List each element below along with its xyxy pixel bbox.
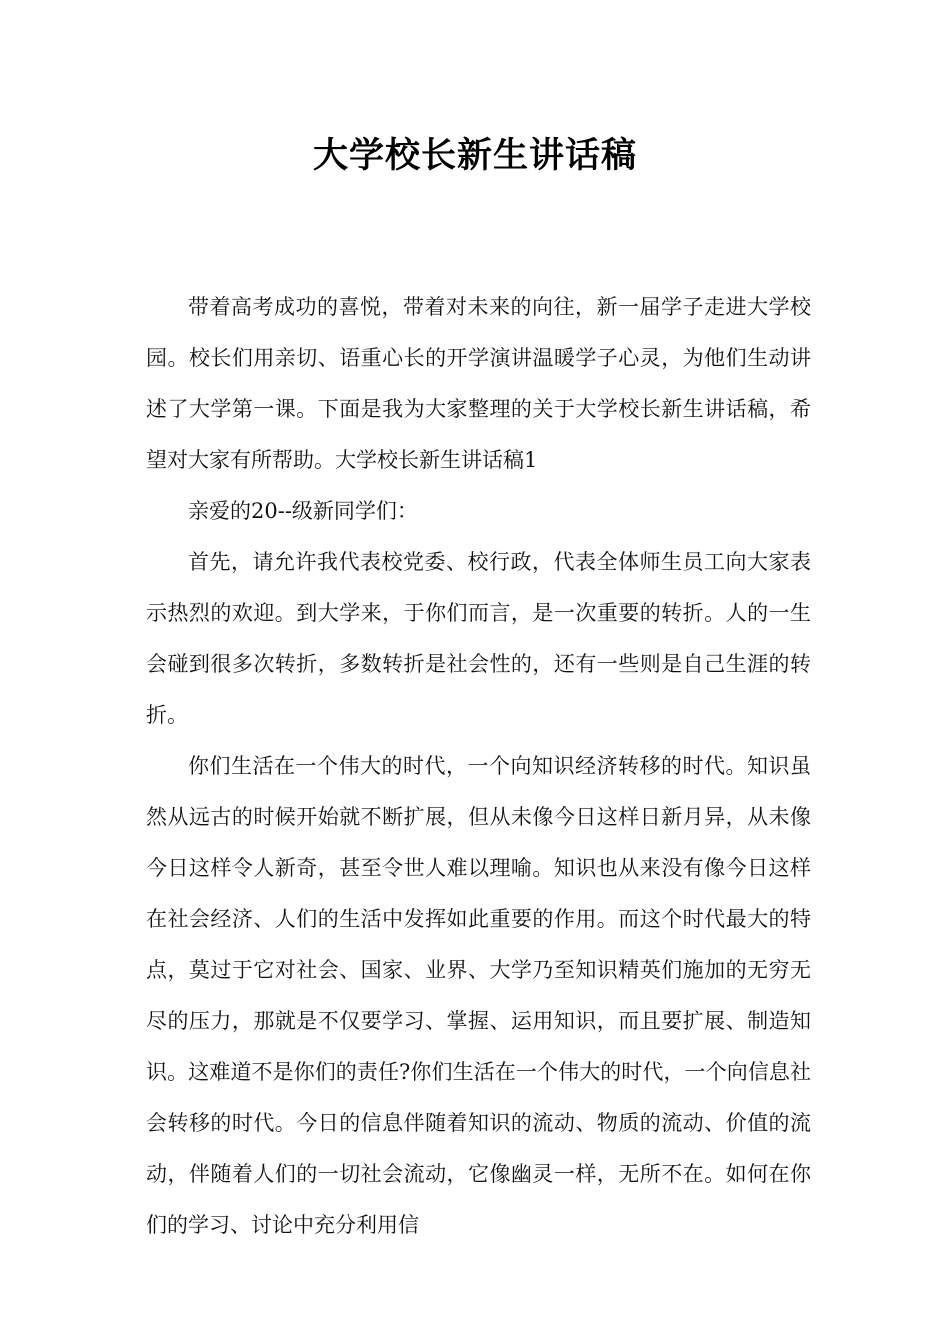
paragraph-greeting: 亲爱的20--级新同学们： [188, 499, 418, 523]
paragraph-era: 你们生活在一个伟大的时代，一个向知识经济转移的时代。知识虽然从远古的时候开始就不断扩展，但从未像今日这样日新月异，从未像今日这样令人新奇，甚至令世人难以理喻。知识也从来没有像今日这样在社会经济、人们的生活中发挥如此重要的作用。而这个时代最大的特点，莫过于它对社会、国家、业界、大学乃至知识精英们施加的无穷无尽的压力，那就是不仅要学习、掌握、运用知识，而且要扩展、制造知识。这难道不是你们的责任?你们生活在一个伟大的时代，一个向信息社会转移的时代。今日的信息伴随着知识的流动、物质的流动、价值的流动，伴随着人们的一切社会流动，它像幽灵一样，无所不在。如何在你们的学习、讨论中充分利用信 [146, 754, 811, 1237]
document-body [146, 282, 811, 1251]
paragraph-welcome: 首先，请允许我代表校党委、校行政，代表全体师生员工向大家表示热烈的欢迎。到大学来，于你们而言，是一次重要的转折。人的一生会碰到很多次转折，多数转折是社会性的，还有一些则是自己生涯的转折。 [146, 550, 811, 727]
document-title: 大学校长新生讲话稿 [312, 136, 637, 176]
paragraph-intro: 带着高考成功的喜悦，带着对未来的向往，新一届学子走进大学校园。校长们用亲切、语重心长的开学演讲温暖学子心灵，为他们生动讲述了大学第一课。下面是我为大家整理的关于大学校长新生讲话稿，希望对大家有所帮助。大学校长新生讲话稿1 [146, 295, 811, 472]
